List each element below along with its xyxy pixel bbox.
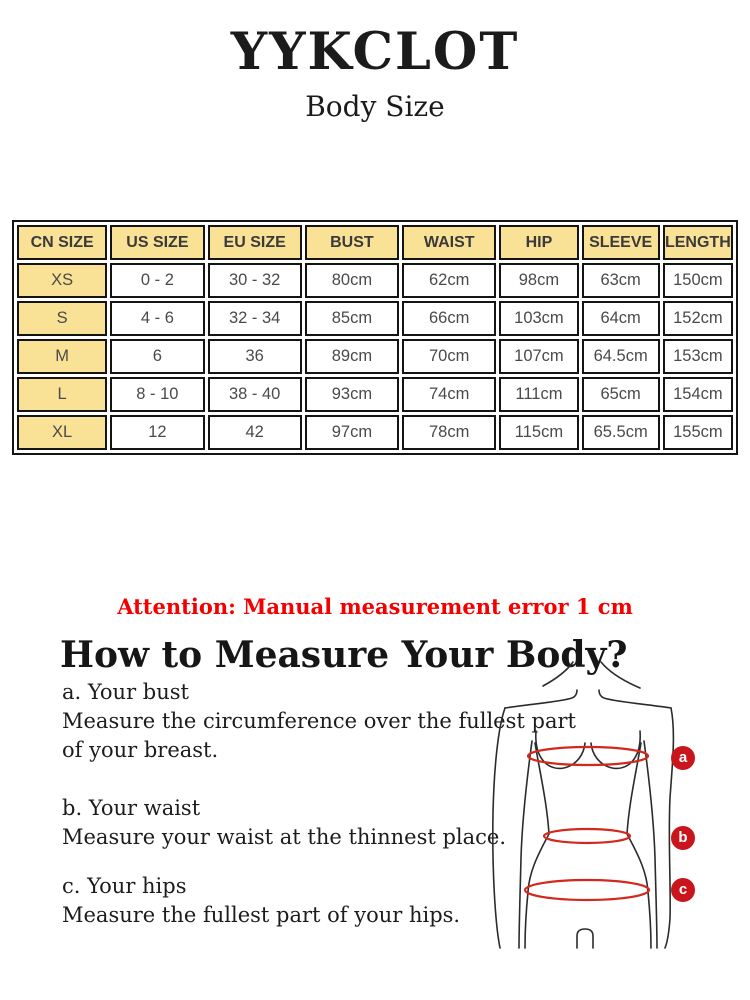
size-cell: 74cm [402,377,496,412]
size-cell: 152cm [663,301,733,336]
size-cell: 42 [208,415,302,450]
size-cell: 8 - 10 [110,377,204,412]
size-cell: 150cm [663,263,733,298]
size-cell: 4 - 6 [110,301,204,336]
size-cell: 70cm [402,339,496,374]
size-cell: 153cm [663,339,733,374]
bust-measure-line [528,747,648,765]
column-header-length: LENGTH [663,225,733,260]
size-cell: 107cm [499,339,578,374]
size-cell: 80cm [305,263,399,298]
measure-heading: How to Measure Your Body? [60,634,628,676]
size-cell: 98cm [499,263,578,298]
column-header-eu-size: EU SIZE [208,225,302,260]
size-table [12,220,738,455]
size-cell: 65.5cm [582,415,660,450]
measure-step-waist [62,794,506,852]
marker-c-badge: c [671,878,695,902]
table-row-m [17,339,733,374]
step-line: Measure your waist at the thinnest place. [62,825,507,849]
body-figure [490,648,720,958]
page-subtitle: Body Size [305,90,445,123]
column-header-us-size: US SIZE [110,225,204,260]
size-cell: 93cm [305,377,399,412]
size-label-cell: S [17,301,107,336]
size-cell: 85cm [305,301,399,336]
measure-step-hips [62,872,460,930]
size-cell: 32 - 34 [208,301,302,336]
size-cell: 111cm [499,377,578,412]
column-header-hip: HIP [499,225,578,260]
size-label-cell: XS [17,263,107,298]
attention-note: Attention: Manual measurement error 1 cm [117,594,633,619]
size-cell: 89cm [305,339,399,374]
table-header-row [17,225,733,260]
step-label: c. Your hips [62,874,187,898]
step-line: of your breast. [62,738,219,762]
brand-title: YYKCLOT [230,22,520,82]
column-header-bust: BUST [305,225,399,260]
table-row-xs [17,263,733,298]
hip-measure-line [525,880,649,900]
size-label-cell: L [17,377,107,412]
step-label: a. Your bust [62,680,189,704]
size-cell: 103cm [499,301,578,336]
step-line: Measure the fullest part of your hips. [62,903,461,927]
size-cell: 12 [110,415,204,450]
size-cell: 64cm [582,301,660,336]
size-cell: 78cm [402,415,496,450]
size-label-cell: M [17,339,107,374]
size-cell: 65cm [582,377,660,412]
size-cell: 154cm [663,377,733,412]
marker-b-badge: b [671,826,695,850]
size-cell: 38 - 40 [208,377,302,412]
size-cell: 62cm [402,263,496,298]
size-cell: 155cm [663,415,733,450]
size-cell: 63cm [582,263,660,298]
size-cell: 64.5cm [582,339,660,374]
size-label-cell: XL [17,415,107,450]
step-label: b. Your waist [62,796,201,820]
waist-measure-line [544,829,630,843]
table-row-l [17,377,733,412]
size-cell: 115cm [499,415,578,450]
size-cell: 30 - 32 [208,263,302,298]
column-header-waist: WAIST [402,225,496,260]
table-row-xl [17,415,733,450]
size-cell: 36 [208,339,302,374]
column-header-cn-size: CN SIZE [17,225,107,260]
column-header-sleeve: SLEEVE [582,225,660,260]
torso-outline-icon [490,648,720,958]
table-row-s [17,301,733,336]
size-cell: 0 - 2 [110,263,204,298]
size-cell: 6 [110,339,204,374]
size-cell: 97cm [305,415,399,450]
size-cell: 66cm [402,301,496,336]
step-line: Measure the circumference over the fullest part [62,709,576,733]
marker-a-badge: a [671,746,695,770]
